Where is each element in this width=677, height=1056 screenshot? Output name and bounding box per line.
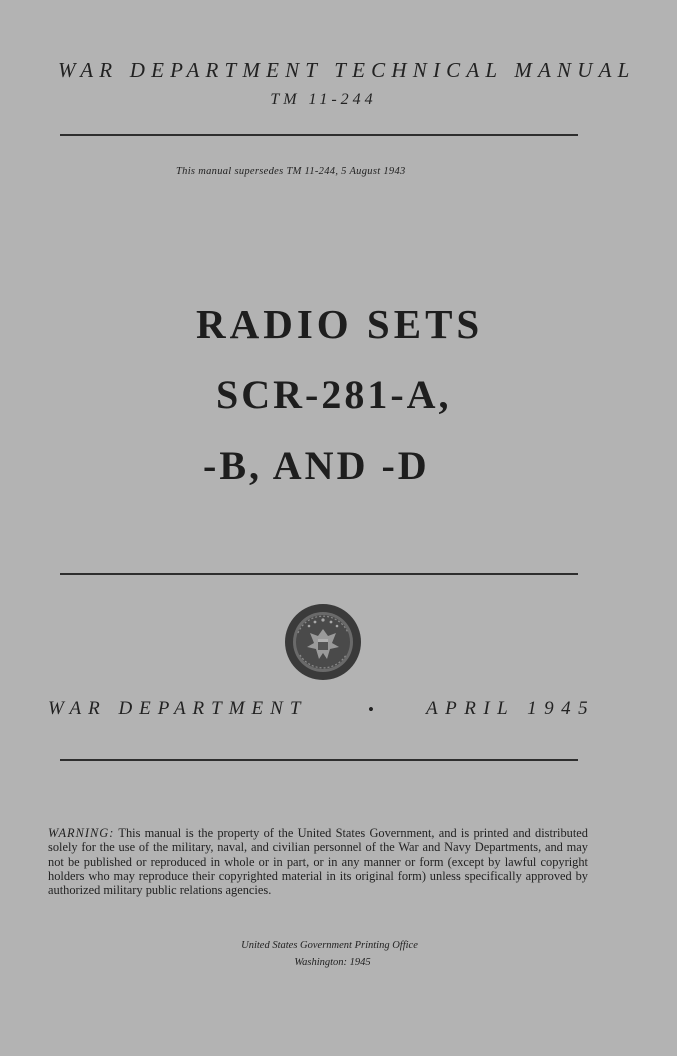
supersedes-note: This manual supersedes TM 11-244, 5 August 1943 <box>176 166 406 177</box>
printer-imprint: United States Government Printing Office <box>241 940 418 951</box>
manual-number: TM 11-244 <box>270 91 377 108</box>
title-line-3: -B, AND -D <box>203 443 430 488</box>
warning-label: WARNING: <box>48 826 115 840</box>
warning-text: This manual is the property of the United States Government, and is printed and distributed solely for the use of the military, naval, and civilian personnel of the War and Navy Departments, and may not be published or reproduced in whole or in part, or in any manner or form (except by lawful copyright holders who may reproduce their copyrighted material in its original form) unless specifically approved by authorized military public relations agencies. <box>48 826 588 898</box>
footer-separator: • <box>368 700 374 719</box>
war-department-seal-icon <box>284 603 362 681</box>
imprint-city-year: Washington: 1945 <box>294 957 371 968</box>
footer-department: WAR DEPARTMENT <box>48 698 308 719</box>
title-line-1: RADIO SETS <box>196 301 484 347</box>
publication-date: APRIL 1945 <box>426 698 596 719</box>
warning-notice <box>48 826 588 897</box>
middle-divider <box>60 573 578 575</box>
top-divider <box>60 134 578 136</box>
title-line-2: SCR-281-A, <box>216 372 452 417</box>
bottom-divider <box>60 759 578 761</box>
manual-series-title: WAR DEPARTMENT TECHNICAL MANUAL <box>58 58 636 82</box>
